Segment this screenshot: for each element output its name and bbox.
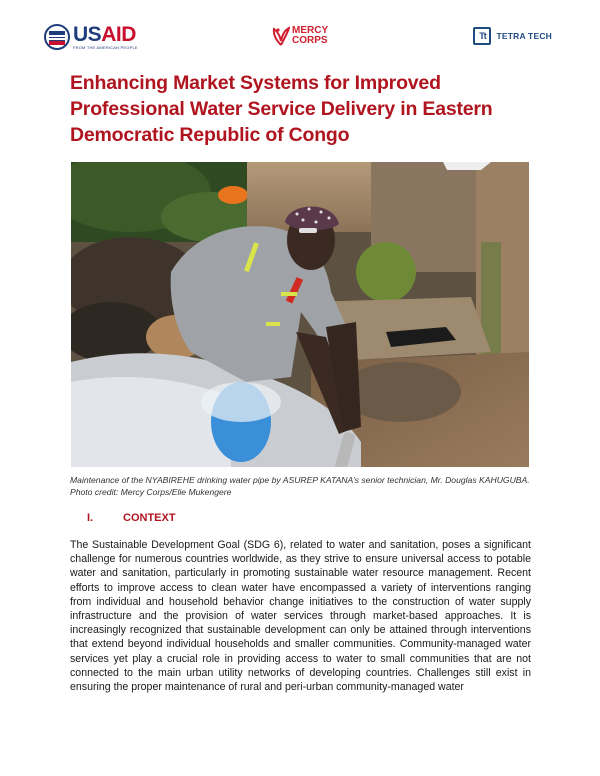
mercy-corps-leaf-icon bbox=[272, 26, 290, 46]
tetra-tech-mark-icon: Tt bbox=[473, 27, 491, 45]
photo-caption: Maintenance of the NYABIREHE drinking water pipe by ASUREP KATANA’s senior technician, Mr. Douglas KAHUGUBA. Photo credit: Mercy Corps/Elie Mukengere bbox=[70, 475, 530, 497]
usaid-word-aid: AID bbox=[101, 23, 136, 46]
tetra-tech-text: TETRA TECH bbox=[496, 31, 552, 41]
section-number: I. bbox=[87, 512, 94, 524]
section-heading-context bbox=[87, 512, 176, 524]
usaid-tagline: FROM THE AMERICAN PEOPLE bbox=[73, 45, 138, 50]
mercy-corps-line2: CORPS bbox=[292, 35, 328, 46]
cover-photo bbox=[71, 162, 529, 467]
tetra-tech-logo bbox=[473, 27, 552, 45]
context-paragraph: The Sustainable Development Goal (SDG 6), related to water and sanitation, poses a significant challenge for numerous countries worldwide, as they strive to ensure universal access to potable water and sanitation, particularly in promoting sustainable water resource management. Recent efforts to improve access to clean water have encompassed a variety of interventions ranging from individual and household behavior change initiatives to the construction of water supply infrastructure and the provision of water services through market-based approaches. It is increasingly recognized that sustainable development can only be attained through interventions that extend beyond individual households and smaller communities. Community-managed water services yet play a crucial role in providing access to water to small communities that are not connected to the main urban utility networks of developing countries. Challenges still exist in ensuring the proper maintenance of rural and peri-urban community-managed water bbox=[70, 539, 531, 694]
mercy-corps-line1: MERCY bbox=[292, 25, 329, 36]
mercy-corps-logo bbox=[272, 26, 328, 46]
technician-photo-illustration bbox=[71, 162, 529, 467]
usaid-seal-icon bbox=[44, 24, 70, 50]
document-title: Enhancing Market Systems for Improved Professional Water Service Delivery in Eastern Democratic Republic of Congo bbox=[70, 72, 493, 146]
usaid-logo bbox=[44, 24, 138, 50]
section-title: CONTEXT bbox=[123, 512, 176, 524]
usaid-word-us: US bbox=[73, 23, 102, 46]
partner-logos bbox=[44, 24, 552, 56]
